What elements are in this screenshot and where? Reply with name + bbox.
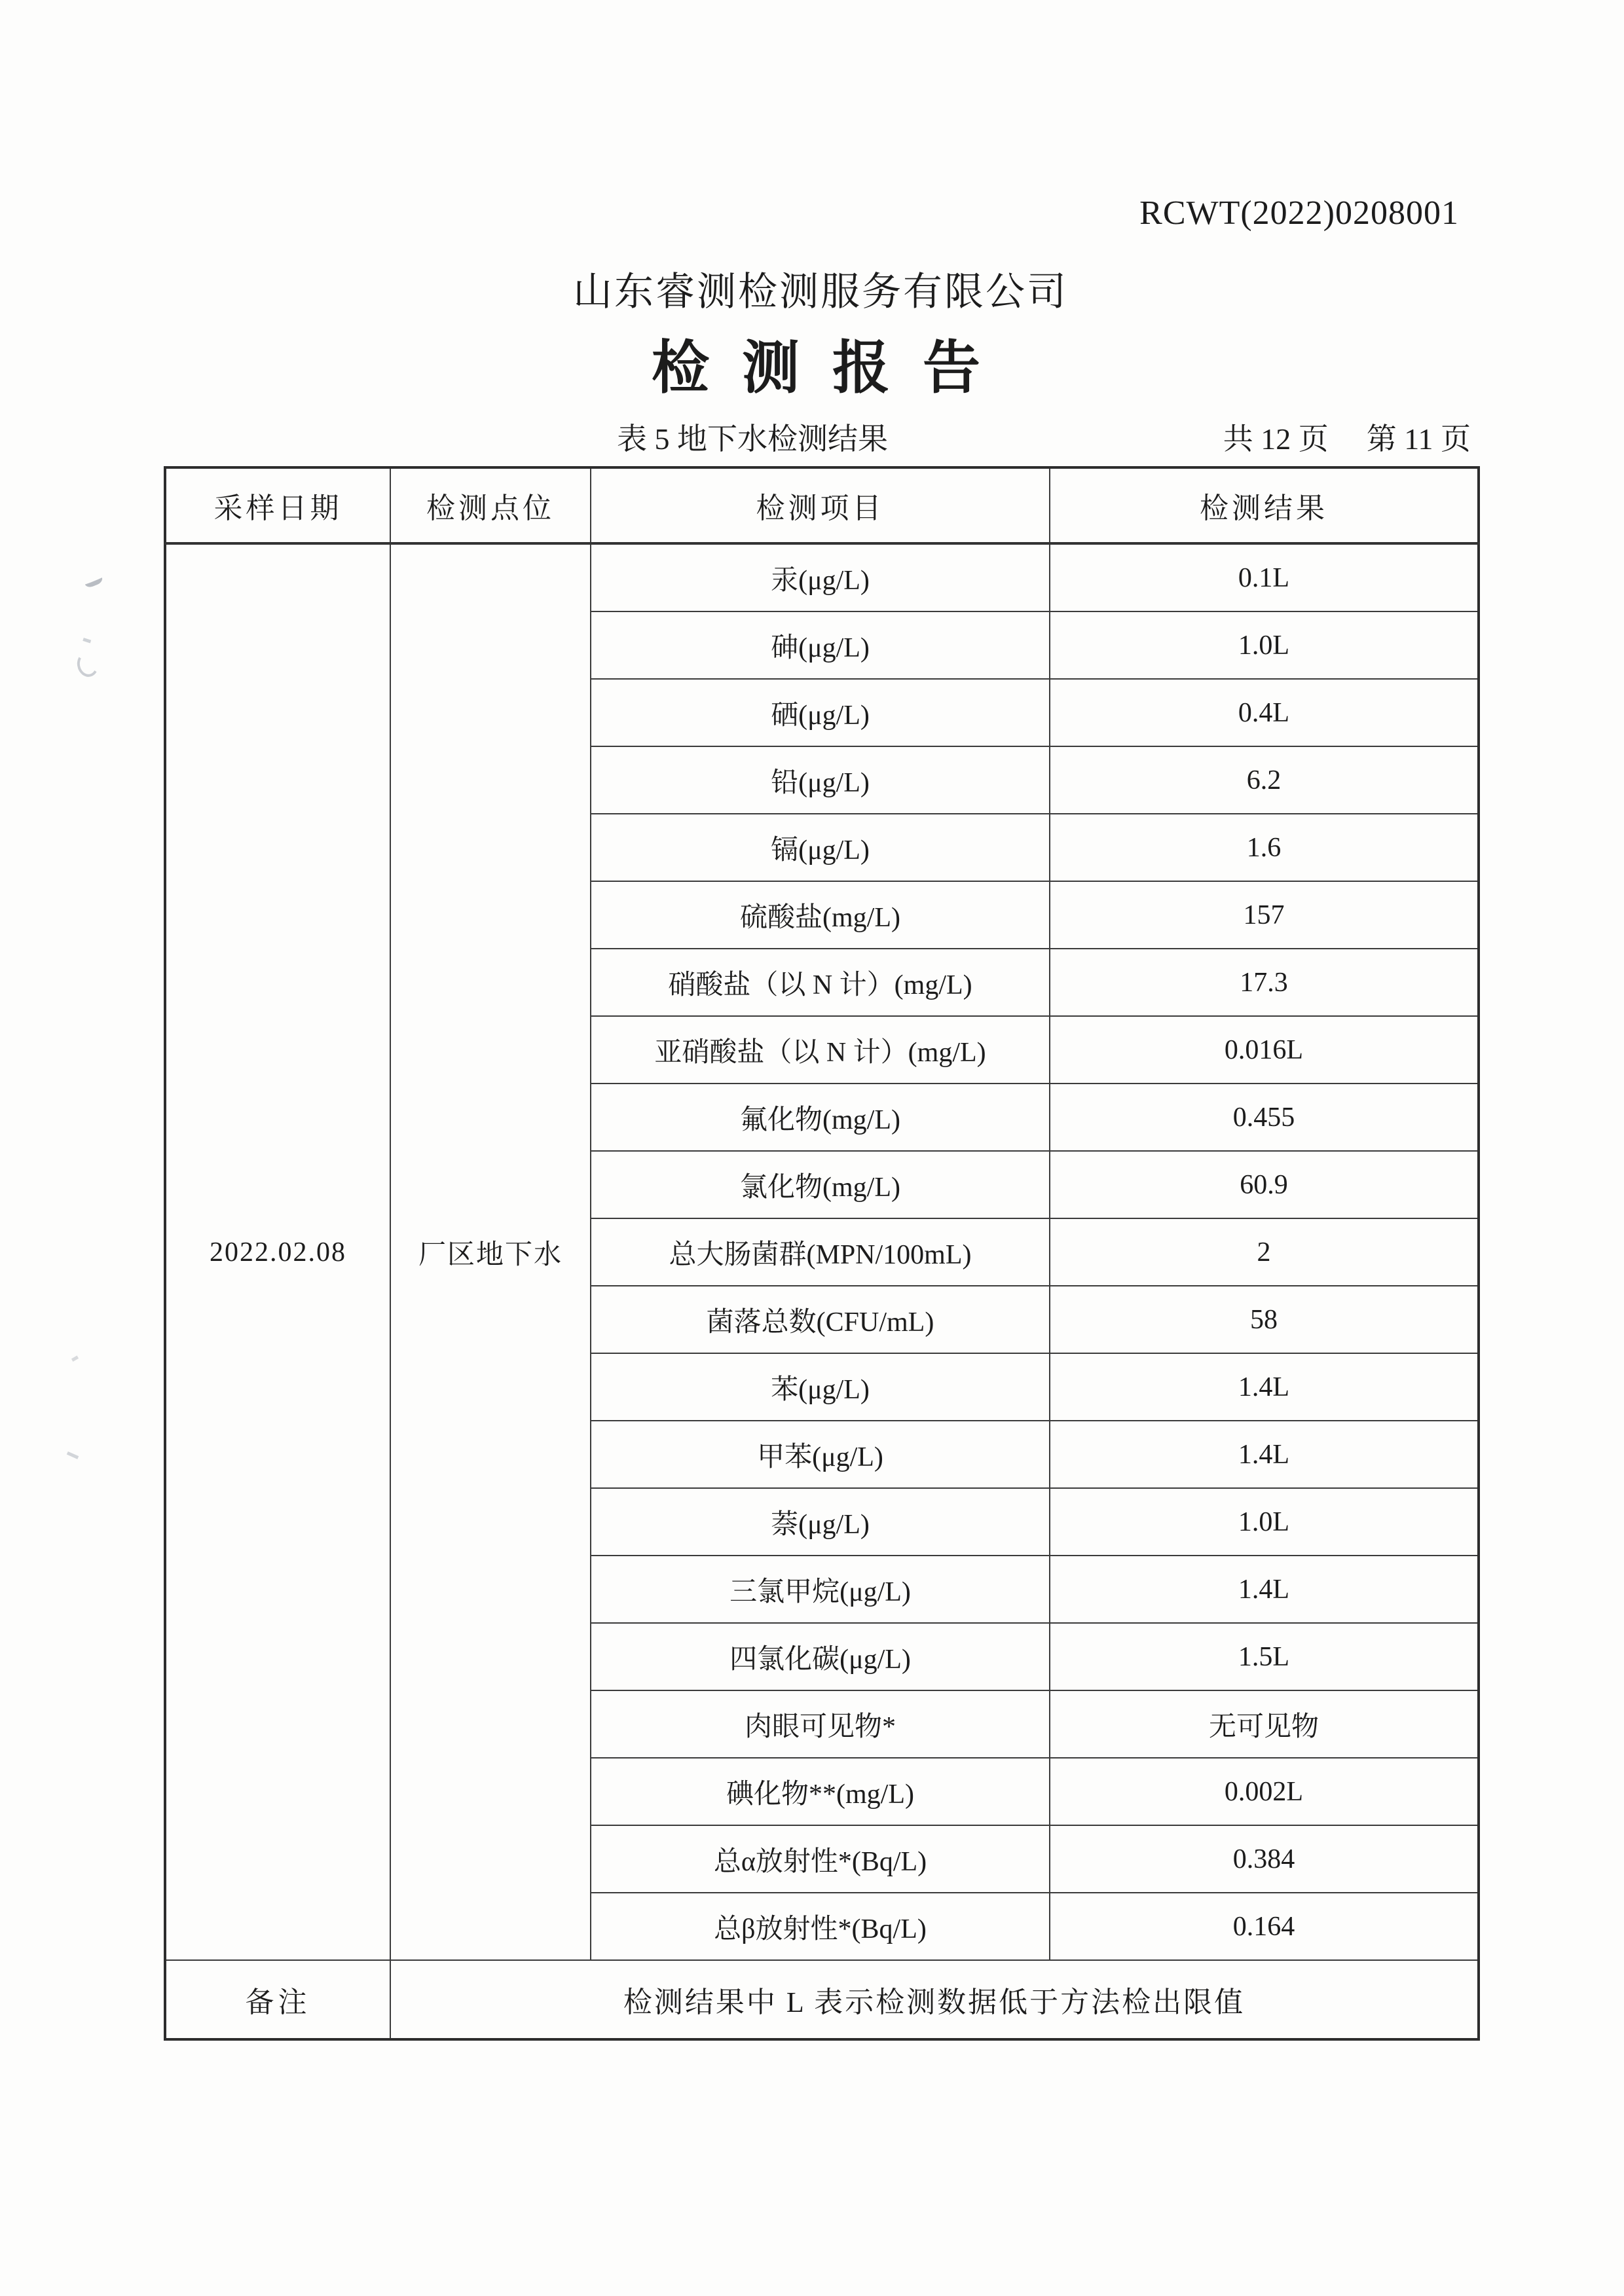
test-result: 1.0L (1050, 611, 1479, 679)
test-result: 58 (1050, 1286, 1479, 1353)
test-item: 菌落总数(CFU/mL) (591, 1286, 1050, 1353)
table-header-row (165, 467, 1479, 543)
test-item: 甲苯(μg/L) (591, 1421, 1050, 1488)
test-item: 铅(μg/L) (591, 746, 1050, 814)
col-header-sample-location: 检测点位 (390, 467, 591, 543)
test-item: 总β放射性*(Bq/L) (591, 1893, 1050, 1960)
test-item: 镉(μg/L) (591, 814, 1050, 881)
test-item: 三氯甲烷(μg/L) (591, 1556, 1050, 1623)
test-result: 1.4L (1050, 1353, 1479, 1421)
note-text: 检测结果中 L 表示检测数据低于方法检出限值 (390, 1960, 1479, 2039)
report-title: 检 测 报 告 (651, 337, 989, 401)
test-item: 硝酸盐（以 N 计）(mg/L) (591, 949, 1050, 1016)
test-item: 苯(μg/L) (591, 1353, 1050, 1421)
test-result: 0.384 (1050, 1825, 1479, 1893)
test-result: 1.4L (1050, 1556, 1479, 1623)
test-result: 2 (1050, 1218, 1479, 1286)
test-item: 亚硝酸盐（以 N 计）(mg/L) (591, 1016, 1050, 1084)
scan-speck (83, 632, 92, 643)
test-item: 总大肠菌群(MPN/100mL) (591, 1218, 1050, 1286)
sample-location-cell: 厂区地下水 (390, 543, 591, 1960)
test-item: 碘化物**(mg/L) (591, 1758, 1050, 1825)
test-item: 硒(μg/L) (591, 679, 1050, 746)
scan-speck (71, 1356, 82, 1368)
results-table (164, 466, 1480, 2041)
test-item: 萘(μg/L) (591, 1488, 1050, 1556)
test-item: 四氯化碳(μg/L) (591, 1623, 1050, 1690)
scan-speck (64, 1451, 79, 1465)
page-info (1223, 415, 1471, 458)
col-header-test-item: 检测项目 (591, 467, 1050, 543)
test-result: 1.4L (1050, 1421, 1479, 1488)
note-row (165, 1960, 1479, 2039)
note-label: 备注 (165, 1960, 390, 2039)
report-number: RCWT(2022)0208001 (1139, 194, 1459, 232)
test-result: 0.1L (1050, 543, 1479, 611)
test-item: 肉眼可见物* (591, 1690, 1050, 1758)
test-item: 氯化物(mg/L) (591, 1151, 1050, 1218)
test-result: 0.4L (1050, 679, 1479, 746)
test-result: 1.5L (1050, 1623, 1479, 1690)
scan-speck (82, 570, 103, 589)
test-result: 1.0L (1050, 1488, 1479, 1556)
test-result: 17.3 (1050, 949, 1479, 1016)
test-result: 60.9 (1050, 1151, 1479, 1218)
col-header-test-result: 检测结果 (1050, 467, 1479, 543)
col-header-sample-date: 采样日期 (165, 467, 390, 543)
test-result: 0.455 (1050, 1084, 1479, 1151)
test-item: 砷(μg/L) (591, 611, 1050, 679)
scan-speck (75, 650, 100, 679)
sample-date-cell: 2022.02.08 (165, 543, 390, 1960)
test-item: 总α放射性*(Bq/L) (591, 1825, 1050, 1893)
test-item: 硫酸盐(mg/L) (591, 881, 1050, 949)
pages-total-label: 共 12 页 (1223, 422, 1329, 456)
company-name: 山东睿测检测服务有限公司 (573, 270, 1068, 314)
test-result: 6.2 (1050, 746, 1479, 814)
test-item: 汞(μg/L) (591, 543, 1050, 611)
test-result: 无可见物 (1050, 1690, 1479, 1758)
test-result: 157 (1050, 881, 1479, 949)
table-row (165, 543, 1479, 611)
test-item: 氟化物(mg/L) (591, 1084, 1050, 1151)
table-caption: 表 5 地下水检测结果 (617, 422, 888, 456)
test-result: 0.002L (1050, 1758, 1479, 1825)
test-result: 0.164 (1050, 1893, 1479, 1960)
page-current-label: 第 11 页 (1366, 422, 1471, 456)
test-result: 0.016L (1050, 1016, 1479, 1084)
test-result: 1.6 (1050, 814, 1479, 881)
caption-row (164, 411, 1477, 458)
